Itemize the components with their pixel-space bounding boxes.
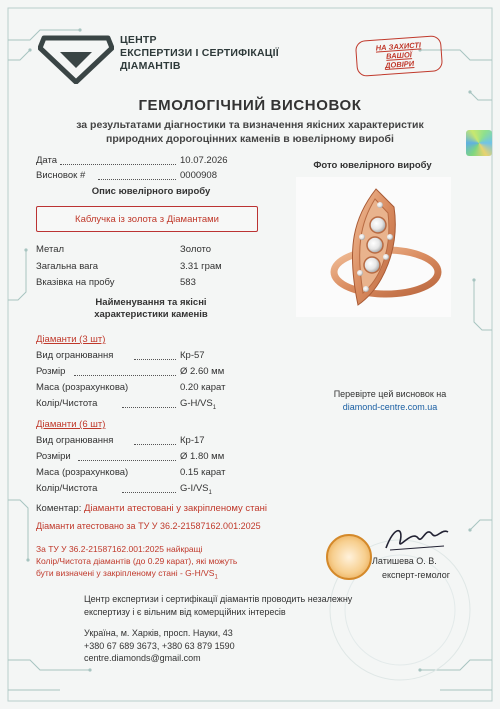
stones-heading-line-2: характеристики каменів bbox=[94, 309, 208, 320]
subtitle-line-1: за результатами діагностики та визначення якісних характеристик bbox=[76, 119, 424, 131]
dotted-leader bbox=[74, 375, 176, 376]
mass-label: Маса (розрахункова) bbox=[36, 467, 129, 478]
comment-label: Коментар: bbox=[36, 503, 82, 514]
cut-value: Кр-57 bbox=[180, 350, 205, 361]
cut-value: Кр-17 bbox=[180, 435, 205, 446]
mass-label: Маса (розрахункова) bbox=[36, 382, 129, 393]
dotted-leader bbox=[98, 179, 176, 180]
disclaimer-line-2: експертизу і є вільним від комерційних інтересів bbox=[84, 606, 286, 617]
mass-value: 0.15 карат bbox=[180, 467, 226, 478]
verification-url-link[interactable]: diamond-centre.com.ua bbox=[342, 402, 438, 412]
stones-heading bbox=[36, 297, 266, 321]
color-clarity-subscript: 1 bbox=[208, 489, 212, 496]
date-label: Дата bbox=[36, 155, 58, 166]
standard-note-line-3-main: бути визначені у закріпленому стані - G-H/VS bbox=[36, 568, 215, 578]
diamond-logo-icon bbox=[38, 30, 114, 84]
standard-note-subscript: 1 bbox=[214, 574, 218, 581]
email-link[interactable]: centre.diamonds@gmail.com bbox=[84, 653, 201, 663]
size-value: Ø 2.60 мм bbox=[180, 366, 225, 377]
trust-stamp-line-3: ДОВІРИ bbox=[384, 58, 415, 70]
description-heading: Опис ювелірного виробу bbox=[91, 186, 211, 197]
size-value: Ø 1.80 мм bbox=[180, 451, 225, 462]
color-clarity-main: G-H/VS bbox=[180, 398, 213, 409]
color-clarity-value bbox=[180, 483, 212, 496]
org-line-2: ЕКСПЕРТИЗИ І СЕРТИФІКАЦІЇ bbox=[120, 47, 279, 59]
hallmark-value: 583 bbox=[180, 277, 196, 288]
report-number-value: 0000908 bbox=[180, 170, 217, 181]
signer-role: експерт-гемолог bbox=[382, 570, 451, 580]
trust-stamp bbox=[356, 38, 442, 74]
metal-value: Золото bbox=[180, 244, 212, 255]
weight-value: 3.31 грам bbox=[180, 261, 222, 272]
diamonds-group-2-heading: Діаманти (6 шт) bbox=[36, 419, 106, 430]
phone-numbers: +380 67 689 3673, +380 63 879 1590 bbox=[84, 640, 235, 651]
document-subtitle bbox=[20, 118, 480, 146]
hallmark-label: Вказівка на пробу bbox=[36, 277, 115, 288]
org-line-3: ДІАМАНТІВ bbox=[120, 60, 181, 72]
subtitle-line-2: природних дорогоцінних каменів в ювелірному виробі bbox=[106, 133, 394, 145]
weight-label: Загальна вага bbox=[36, 261, 98, 272]
disclaimer bbox=[84, 593, 384, 618]
standard-best-grade-note bbox=[36, 543, 237, 584]
photo-caption: Фото ювелірного виробу bbox=[313, 160, 432, 171]
standard-note: Діаманти атестовано за ТУ У 36.2-21587162.001:2025 bbox=[36, 521, 261, 531]
standard-note-line-2: Колір/Чистота діамантів (до 0.29 карат), які можуть bbox=[36, 556, 238, 566]
metal-label: Метал bbox=[36, 244, 65, 255]
color-clarity-main: G-I/VS bbox=[180, 483, 209, 494]
document-title: ГЕМОЛОГІЧНИЙ ВИСНОВОК bbox=[138, 97, 362, 114]
trust-stamp-line-1: НА ЗАХИСТІ bbox=[375, 40, 422, 53]
dotted-leader bbox=[78, 460, 176, 461]
standard-note-line-3 bbox=[36, 567, 237, 584]
cut-label: Вид огранювання bbox=[36, 350, 114, 361]
color-clarity-subscript: 1 bbox=[212, 404, 217, 411]
address: Україна, м. Харків, просп. Науки, 43 bbox=[84, 628, 233, 638]
dotted-leader bbox=[60, 164, 176, 165]
dotted-leader bbox=[122, 492, 176, 493]
gem-seal-icon bbox=[326, 534, 372, 580]
stones-heading-line-1: Найменування та якісні bbox=[95, 297, 207, 308]
org-line-1: ЦЕНТР bbox=[120, 34, 157, 46]
verification-text: Перевірте цей висновок на bbox=[333, 389, 447, 399]
comment-text: Діаманти атестовані у закріпленому стані bbox=[83, 503, 268, 514]
item-description: Каблучка із золота з Діамантами bbox=[36, 206, 258, 232]
signature-icon bbox=[382, 520, 452, 556]
disclaimer-line-1: Центр експертизи і сертифікації діамантів проводить незалежну bbox=[84, 594, 353, 604]
size-label: Розміри bbox=[36, 451, 71, 462]
dotted-leader bbox=[122, 407, 176, 408]
color-clarity-label: Колір/Чистота bbox=[36, 398, 98, 409]
report-number-label: Висновок # bbox=[36, 170, 86, 181]
size-label: Розмір bbox=[36, 366, 66, 377]
diamonds-group-1-heading: Діаманти (3 шт) bbox=[36, 334, 106, 345]
standard-note-line-1: За ТУ У 36.2-21587162.001:2025 найкращі bbox=[36, 544, 203, 554]
date-value: 10.07.2026 bbox=[180, 155, 228, 166]
dotted-leader bbox=[134, 359, 176, 360]
hologram-sticker-icon bbox=[466, 130, 492, 156]
organization-name bbox=[120, 34, 279, 73]
color-clarity-value bbox=[180, 398, 216, 411]
ring-illustration bbox=[296, 177, 451, 317]
dotted-leader bbox=[134, 444, 176, 445]
trust-stamp-line-2: ВАШОЇ bbox=[385, 50, 413, 61]
verification-note bbox=[300, 388, 480, 414]
contact-info bbox=[84, 627, 235, 665]
cut-label: Вид огранювання bbox=[36, 435, 114, 446]
mass-value: 0.20 карат bbox=[180, 382, 226, 393]
comment bbox=[36, 503, 267, 514]
signer-name: Латишева О. В. bbox=[372, 556, 437, 566]
ring-photo bbox=[296, 177, 451, 317]
color-clarity-label: Колір/Чистота bbox=[36, 483, 98, 494]
